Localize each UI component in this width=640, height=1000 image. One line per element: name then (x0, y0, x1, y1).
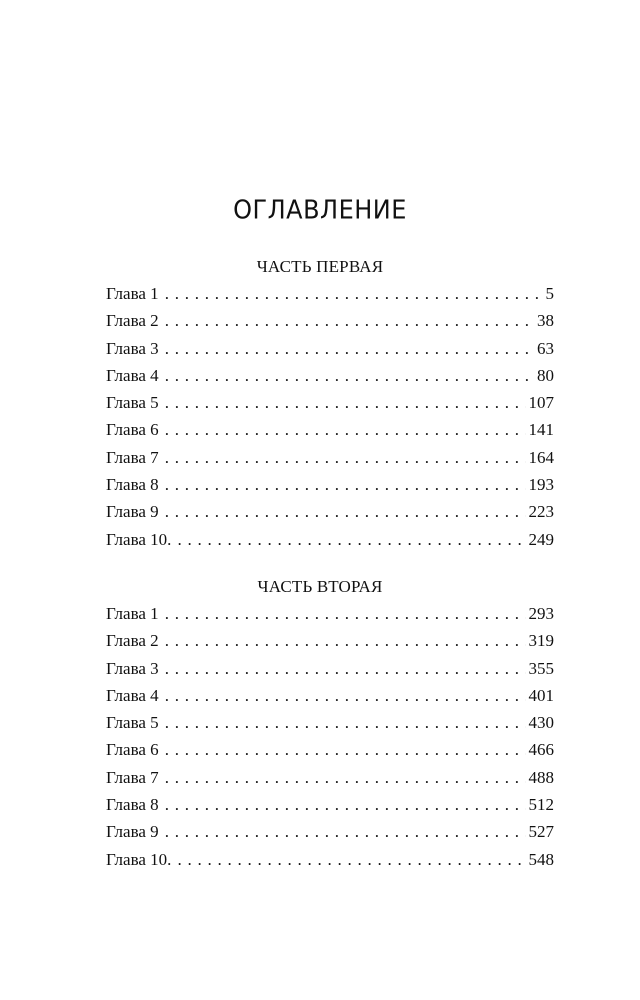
toc-entry[interactable] (106, 502, 554, 529)
dot-leader (165, 475, 526, 495)
toc-entry[interactable] (106, 448, 554, 475)
chapter-label: Глава 5 (106, 393, 159, 413)
dot-leader (165, 631, 526, 651)
page-number: 548 (528, 849, 554, 869)
chapter-label: Глава 4 (106, 365, 159, 385)
page-number: 38 (537, 311, 554, 331)
toc-entry[interactable] (106, 339, 554, 366)
page-number: 164 (528, 447, 554, 467)
chapter-label: Глава 10. (106, 849, 172, 869)
dot-leader (165, 795, 526, 815)
page-number: 193 (528, 475, 554, 495)
toc-entry[interactable] (106, 795, 554, 822)
chapter-label: Глава 9 (106, 502, 159, 522)
chapter-label: Глава 5 (106, 713, 159, 733)
dot-leader (165, 768, 526, 788)
dot-leader (165, 339, 534, 359)
chapter-label: Глава 1 (106, 604, 159, 623)
toc-entry[interactable] (106, 768, 554, 795)
chapter-label: Глава 8 (106, 795, 159, 815)
part-2-title: ЧАСТЬ ВТОРАЯ (257, 577, 383, 596)
page-number: 512 (528, 795, 554, 815)
dot-leader (165, 822, 526, 842)
chapter-label: Глава 1 (106, 284, 159, 303)
page-number: 466 (528, 740, 554, 760)
part-2-toc (106, 604, 554, 877)
dot-leader (165, 713, 526, 733)
page-number: 249 (528, 529, 554, 549)
page-number: 401 (528, 685, 554, 705)
chapter-label: Глава 7 (106, 767, 159, 787)
page-number: 141 (528, 420, 554, 440)
page-number: 107 (528, 393, 554, 413)
toc-entry[interactable] (106, 604, 554, 631)
page-number: 527 (528, 822, 554, 842)
toc-entry[interactable] (106, 850, 554, 877)
dot-leader (165, 604, 526, 624)
chapter-label: Глава 6 (106, 420, 159, 440)
chapter-label: Глава 8 (106, 475, 159, 495)
toc-entry[interactable] (106, 393, 554, 420)
page-number: 80 (537, 365, 554, 385)
chapter-label: Глава 4 (106, 685, 159, 705)
page-title: ОГЛАВЛЕНИЕ (233, 194, 407, 226)
dot-leader (165, 420, 526, 440)
dot-leader (165, 284, 543, 304)
toc-entry[interactable] (106, 311, 554, 338)
dot-leader (165, 686, 526, 706)
page-number: 5 (545, 284, 554, 303)
chapter-label: Глава 2 (106, 631, 159, 651)
toc-entry[interactable] (106, 530, 554, 557)
page-number: 319 (528, 631, 554, 651)
toc-entry[interactable] (106, 822, 554, 849)
chapter-label: Глава 7 (106, 447, 159, 467)
toc-entry[interactable] (106, 686, 554, 713)
page-number: 430 (528, 713, 554, 733)
toc-entry[interactable] (106, 713, 554, 740)
page-number: 223 (528, 502, 554, 522)
toc-entry[interactable] (106, 475, 554, 502)
dot-leader (177, 530, 525, 550)
dot-leader (165, 393, 526, 413)
dot-leader (177, 850, 525, 870)
dot-leader (165, 311, 534, 331)
part-1-toc (106, 284, 554, 557)
page-number: 488 (528, 767, 554, 787)
page-number: 63 (537, 338, 554, 358)
toc-entry[interactable] (106, 366, 554, 393)
toc-entry[interactable] (106, 420, 554, 447)
dot-leader (165, 659, 526, 679)
page-number: 355 (528, 658, 554, 678)
dot-leader (165, 502, 526, 522)
chapter-label: Глава 3 (106, 658, 159, 678)
chapter-label: Глава 3 (106, 338, 159, 358)
chapter-label: Глава 6 (106, 740, 159, 760)
dot-leader (165, 740, 526, 760)
toc-entry[interactable] (106, 284, 554, 311)
toc-entry[interactable] (106, 740, 554, 767)
dot-leader (165, 366, 534, 386)
page-number: 293 (528, 604, 554, 623)
dot-leader (165, 448, 526, 468)
chapter-label: Глава 2 (106, 311, 159, 331)
chapter-label: Глава 9 (106, 822, 159, 842)
part-1-title: ЧАСТЬ ПЕРВАЯ (256, 257, 384, 276)
toc-entry[interactable] (106, 631, 554, 658)
toc-entry[interactable] (106, 659, 554, 686)
chapter-label: Глава 10. (106, 529, 172, 549)
